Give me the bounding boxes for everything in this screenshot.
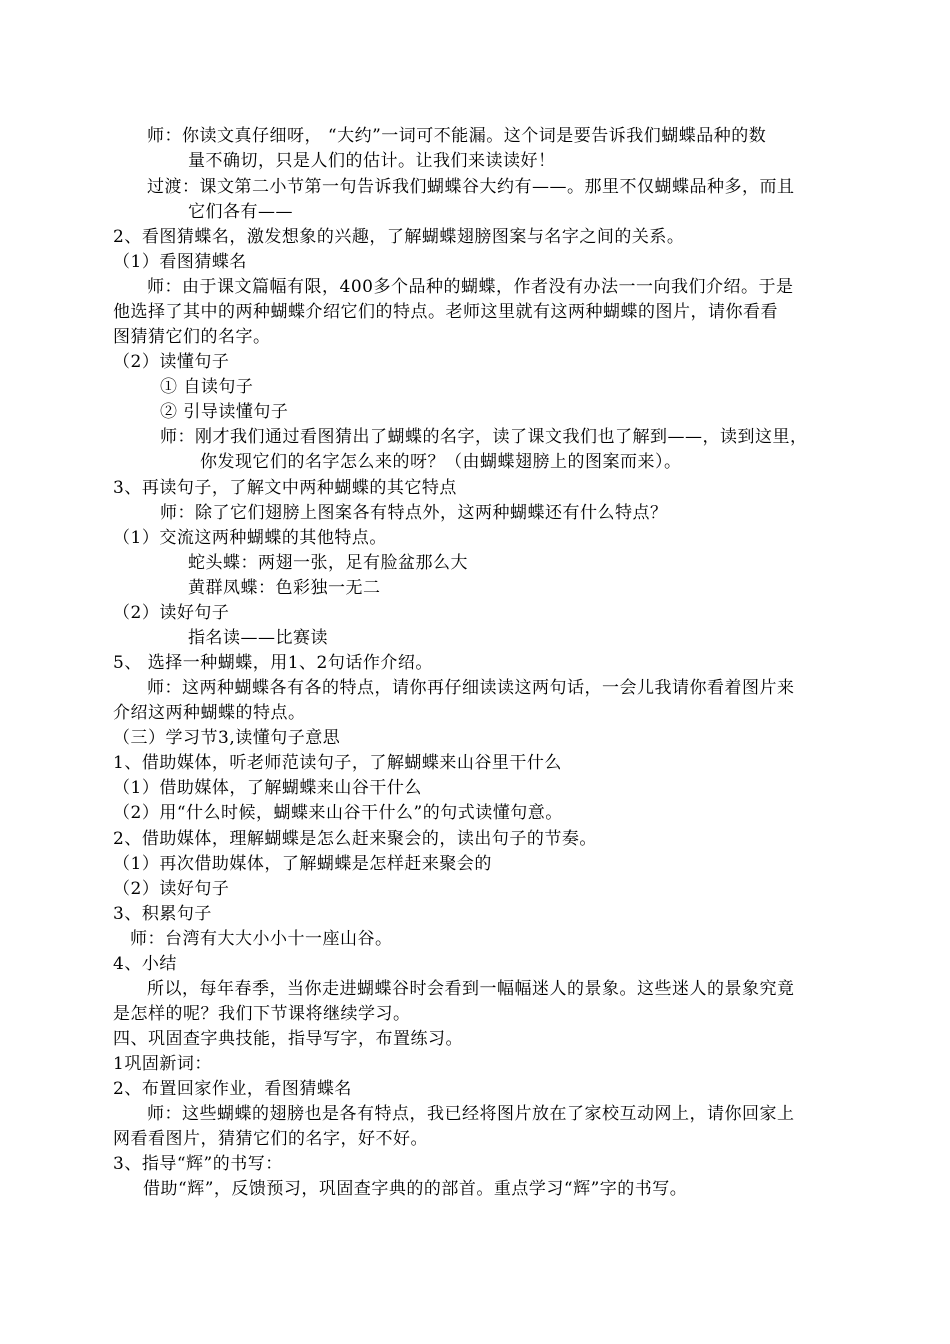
sub-heading: （2）读好句子 xyxy=(113,879,230,899)
section-heading: 1巩固新词： xyxy=(113,1054,212,1074)
section-heading: 2、借助媒体，理解蝴蝶是怎么赶来聚会的，读出句子的节奏。 xyxy=(113,829,597,849)
text-line: 师：你读文真仔细呀， “大约”一词可不能漏。这个词是要告诉我们蝴蝶品种的数 xyxy=(147,126,767,146)
text-line: 图猜猜它们的名字。 xyxy=(113,327,271,347)
list-item: ② 引导读懂句子 xyxy=(160,402,289,422)
list-item: ① 自读句子 xyxy=(160,377,254,397)
sub-heading: （2）用“什么时候，蝴蝶来山谷干什么”的句式读懂句意。 xyxy=(113,803,563,823)
text-line: 蛇头蝶：两翅一张，足有脸盆那么大 xyxy=(188,553,468,573)
section-heading: （三）学习节3,读懂句子意思 xyxy=(113,728,341,748)
section-heading: 3、积累句子 xyxy=(113,904,212,924)
section-heading: 5、 选择一种蝴蝶，用1、2句话作介绍。 xyxy=(113,653,433,673)
text-line: 借助“辉”，反馈预习，巩固查字典的的部首。重点学习“辉”字的书写。 xyxy=(143,1179,688,1199)
sub-heading: （1）交流这两种蝴蝶的其他特点。 xyxy=(113,528,387,548)
section-heading: 4、小结 xyxy=(113,954,177,974)
section-heading: 3、指导“辉”的书写： xyxy=(113,1154,283,1174)
text-line: 师：刚才我们通过看图猜出了蝴蝶的名字，读了课文我们也了解到——，读到这里， xyxy=(160,427,808,447)
text-line: 师：这些蝴蝶的翅膀也是各有特点，我已经将图片放在了家校互动网上，请你回家上 xyxy=(147,1104,795,1124)
text-line: 他选择了其中的两种蝴蝶介绍它们的特点。老师这里就有这两种蝴蝶的图片，请你看看 xyxy=(113,302,778,322)
text-line: 师：这两种蝴蝶各有各的特点，请你再仔细读读这两句话，一会儿我请你看着图片来 xyxy=(147,678,795,698)
text-line: 是怎样的呢？我们下节课将继续学习。 xyxy=(113,1004,411,1024)
text-line: 所以，每年春季，当你走进蝴蝶谷时会看到一幅幅迷人的景象。这些迷人的景象究竟 xyxy=(147,979,795,999)
section-heading: 四、巩固查字典技能，指导写字，布置练习。 xyxy=(113,1029,463,1049)
sub-heading: （2）读好句子 xyxy=(113,603,230,623)
text-line: 你发现它们的名字怎么来的呀？（由蝴蝶翅膀上的图案而来）。 xyxy=(200,452,682,472)
section-heading: 2、布置回家作业，看图猜蝶名 xyxy=(113,1079,352,1099)
text-line: 网看看图片，猜猜它们的名字，好不好。 xyxy=(113,1129,428,1149)
sub-heading: （1）看图猜蝶名 xyxy=(113,252,247,272)
sub-heading: （1）再次借助媒体，了解蝴蝶是怎样赶来聚会的 xyxy=(113,854,492,874)
section-heading: 2、看图猜蝶名，激发想象的兴趣，了解蝴蝶翅膀图案与名字之间的关系。 xyxy=(113,227,685,247)
text-line: 介绍这两种蝴蝶的特点。 xyxy=(113,703,306,723)
section-heading: 3、再读句子，了解文中两种蝴蝶的其它特点 xyxy=(113,478,457,498)
text-line: 过渡：课文第二小节第一句告诉我们蝴蝶谷大约有——。那里不仅蝴蝶品种多，而且 xyxy=(147,177,795,197)
text-line: 师：除了它们翅膀上图案各有特点外，这两种蝴蝶还有什么特点？ xyxy=(160,503,668,523)
section-heading: 1、借助媒体，听老师范读句子，了解蝴蝶来山谷里干什么 xyxy=(113,753,562,773)
text-line: 它们各有—— xyxy=(188,202,293,222)
text-line: 师：由于课文篇幅有限，400多个品种的蝴蝶，作者没有办法一一向我们介绍。于是 xyxy=(147,277,794,297)
text-line: 指名读——比赛读 xyxy=(188,628,328,648)
text-line: 师：台湾有大大小小十一座山谷。 xyxy=(130,929,393,949)
sub-heading: （2）读懂句子 xyxy=(113,352,230,372)
text-line: 黄群凤蝶：色彩独一无二 xyxy=(188,578,381,598)
sub-heading: （1）借助媒体，了解蝴蝶来山谷干什么 xyxy=(113,778,422,798)
text-line: 量不确切，只是人们的估计。让我们来读读好！ xyxy=(188,151,556,171)
